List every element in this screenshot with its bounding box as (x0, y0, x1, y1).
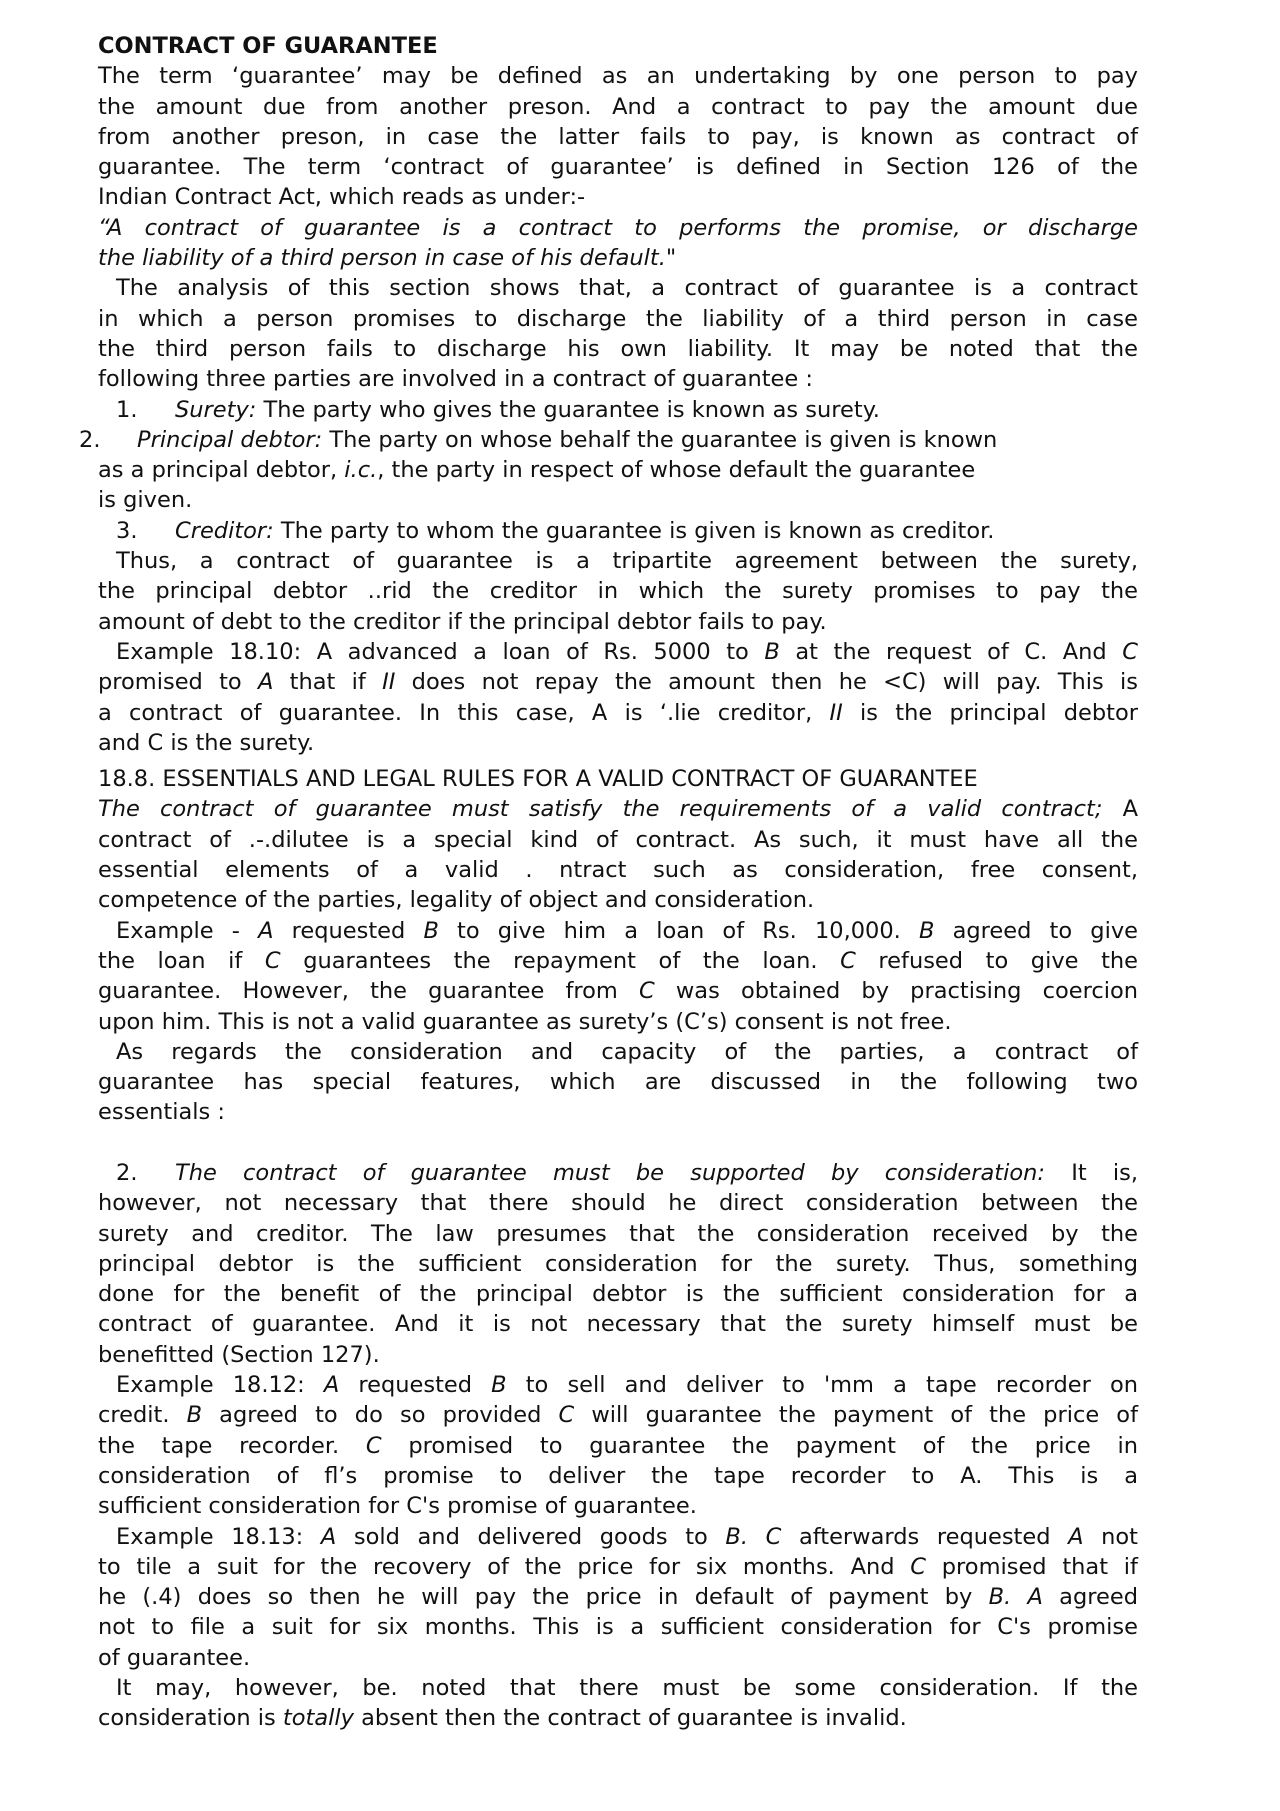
text: consideration is (98, 1705, 283, 1732)
italic-text: A (320, 1523, 337, 1550)
text: It may, however, be. noted that there must be some consideration. If the (116, 1675, 1138, 1702)
italic-text: A (1068, 1523, 1084, 1550)
text-line (98, 273, 1138, 303)
text-line (98, 1582, 1138, 1612)
text: 18.8. ESSENTIALS AND LEGAL RULES FOR A VALID CONTRACT OF GUARANTEE (98, 766, 978, 793)
italic-text: Surety: (175, 396, 257, 423)
text-line (98, 976, 1138, 1006)
blank-line (98, 1128, 1138, 1158)
text-line (98, 122, 1138, 152)
text: following three parties are involved in a contract of guarantee : (98, 366, 813, 393)
text-line (98, 1037, 1138, 1067)
text-line (98, 576, 1138, 606)
italic-text: The contract of guarantee must satisfy the requirements of a valid contract; (98, 796, 1103, 823)
list-item (98, 395, 1138, 425)
text-line (98, 1491, 1138, 1521)
text: to tile a suit for the recovery of the price for six months. And (98, 1553, 911, 1580)
italic-text: totally (282, 1705, 354, 1732)
list-item (98, 1158, 1138, 1370)
document-title: CONTRACT OF GUARANTEE (98, 33, 438, 59)
text-line (98, 92, 1138, 122)
italic-text: B (186, 1402, 203, 1429)
document-page (79, 31, 1139, 1734)
paragraph (98, 273, 1138, 394)
italic-text: C (558, 1402, 575, 1429)
text: " (665, 245, 677, 272)
text: that if (273, 669, 383, 696)
text: Example - (116, 917, 259, 944)
text: is the principal debtor (842, 699, 1138, 726)
italic-text: B (918, 917, 935, 944)
text-line (79, 425, 1138, 455)
text: refused to give the (855, 947, 1138, 974)
text: It is, (1044, 1159, 1138, 1186)
text-line (98, 243, 1138, 273)
text: essentials : (98, 1099, 225, 1126)
text: and C is the surety. (98, 729, 315, 756)
text: done for the benefit of the principal debtor is the sufficient consideration for a (98, 1281, 1138, 1308)
text: requested (339, 1372, 492, 1399)
text: benefitted (Section 127). (98, 1341, 380, 1368)
text: contract of guarantee. And it is not necessary that the surety himself must be (98, 1311, 1138, 1338)
text: The term ‘guarantee’ may be defined as an undertaking by one person to pay (98, 63, 1138, 90)
text-line (98, 794, 1138, 824)
text: guarantee has special features, which are discussed in the following two (98, 1069, 1138, 1096)
text-line (98, 728, 1138, 758)
italic-text: “A contract of guarantee is a contract to performs the promise, or discharge (98, 214, 1138, 241)
text: agreed (1042, 1584, 1138, 1611)
text-line (98, 213, 1138, 243)
text-line (98, 1219, 1138, 1249)
text-line (98, 455, 1138, 485)
italic-text: C (840, 947, 856, 974)
italic-text: The contract of guarantee must be supported by consideration: (175, 1159, 1045, 1186)
italic-text: B (491, 1372, 507, 1399)
text-line (98, 334, 1138, 364)
text: a contract of guarantee. In this case, A is ‘.lie creditor, (98, 699, 830, 726)
text: at the request of C. And (779, 638, 1123, 665)
list-number: 2. (79, 426, 101, 453)
text: Example 18.13: (116, 1523, 321, 1550)
text: will guarantee the payment of the price of (574, 1402, 1138, 1429)
text-line (98, 1158, 1138, 1188)
text: however, not necessary that there should he direct consideration between the (98, 1190, 1138, 1217)
text-line (98, 1340, 1138, 1370)
text: not (1083, 1523, 1138, 1550)
text-line (98, 1279, 1138, 1309)
text-line (98, 1612, 1138, 1642)
text-line (98, 182, 1138, 212)
text: of guarantee. (98, 1644, 251, 1671)
text-line (98, 1249, 1138, 1279)
text: the amount due from another preson. And a contract to pay the amount due (98, 93, 1138, 120)
text: guarantees the repayment of the loan. (280, 947, 841, 974)
italic-text: Creditor: (175, 517, 274, 544)
italic-text: B (764, 638, 780, 665)
text: credit. (98, 1402, 187, 1429)
text: absent then the contract of guarantee is invalid. (353, 1705, 907, 1732)
text: the third person fails to discharge his own liability. It may be noted that the (98, 335, 1138, 362)
paragraph (98, 1037, 1138, 1128)
text: sold and delivered goods to (336, 1523, 726, 1550)
text-line (98, 855, 1138, 885)
italic-text: C (910, 1553, 926, 1580)
text-line (98, 698, 1138, 728)
paragraph (98, 637, 1138, 758)
text: is given. (98, 487, 193, 514)
text-line (98, 1673, 1138, 1703)
text: amount of debt to the creditor if the principal debtor fails to pay. (98, 608, 827, 635)
text: afterwards requested (781, 1523, 1069, 1550)
text-line (98, 946, 1138, 976)
document-body (79, 61, 1139, 1733)
text-line (98, 1431, 1138, 1461)
text: as a principal debtor, (98, 457, 345, 484)
text: promised that if (926, 1553, 1138, 1580)
text-line (98, 764, 1138, 794)
text-line (98, 916, 1138, 946)
text-line (98, 1703, 1138, 1733)
text: Indian Contract Act, which reads as under:- (98, 184, 586, 211)
paragraph (98, 213, 1138, 274)
text-line (98, 1461, 1138, 1491)
text: Example 18.10: A advanced a loan of Rs. 5000 to (116, 638, 765, 665)
text: the tape recorder. (98, 1432, 366, 1459)
list-number: 1. (116, 396, 138, 423)
italic-text: A (323, 1372, 340, 1399)
text: Thus, a contract of guarantee is a tripartite agreement between the surety, (116, 548, 1138, 575)
text: not to file a suit for six months. This is a sufficient consideration for C's promise (98, 1614, 1138, 1641)
text-line (98, 1552, 1138, 1582)
text: As regards the consideration and capacity of the parties, a contract of (116, 1038, 1138, 1065)
paragraph (98, 546, 1138, 637)
text: agreed to do so provided (202, 1402, 559, 1429)
text: from another preson, in case the latter fails to pay, is known as contract of (98, 123, 1138, 150)
text: promised to guarantee the payment of the price in (381, 1432, 1138, 1459)
text: consideration of fl’s promise to deliver the tape recorder to A. This is a (98, 1462, 1138, 1489)
paragraph (98, 1522, 1138, 1673)
text: The party to whom the guarantee is given is known as creditor. (273, 517, 995, 544)
text-line (98, 364, 1138, 394)
text: The party on whose behalf the guarantee is given is known (322, 426, 998, 453)
text: to sell and deliver to 'mm a tape recorder on (506, 1372, 1138, 1399)
text-line (98, 1370, 1138, 1400)
italic-text: B. A (988, 1584, 1043, 1611)
text: contract of .-.dilutee is a special kind of contract. As such, it must have all the (98, 826, 1138, 853)
italic-text: C (365, 1432, 382, 1459)
text: requested (273, 917, 424, 944)
italic-text: B (423, 917, 439, 944)
text-line (98, 1309, 1138, 1339)
text: the principal debtor ..rid the creditor in which the surety promises to pay the (98, 578, 1138, 605)
italic-text: C (1122, 638, 1138, 665)
text: the loan if (98, 947, 265, 974)
list-number: 2. (116, 1159, 138, 1186)
italic-text: i.c. (344, 457, 378, 484)
text-line (98, 1067, 1138, 1097)
text-line (98, 1400, 1138, 1430)
text-line (98, 516, 1138, 546)
text-line (98, 152, 1138, 182)
text-line (98, 885, 1138, 915)
text-line (98, 546, 1138, 576)
italic-text: C (264, 947, 281, 974)
paragraph (98, 61, 1138, 212)
italic-text: C (639, 978, 655, 1005)
text: Example 18.12: (116, 1372, 324, 1399)
text-line (98, 395, 1138, 425)
section-heading (98, 764, 1138, 794)
paragraph (98, 916, 1138, 1037)
text-line (98, 1188, 1138, 1218)
text-line (98, 667, 1138, 697)
text-line (98, 61, 1138, 91)
text: guarantee. However, the guarantee from (98, 978, 640, 1005)
italic-text: Principal debtor: (137, 426, 323, 453)
italic-text: A (257, 669, 274, 696)
text: surety and creditor. The law presumes that the consideration received by the (98, 1220, 1138, 1247)
text: competence of the parties, legality of object and consideration. (98, 887, 815, 914)
paragraph (98, 1673, 1138, 1734)
italic-text: B. C (725, 1523, 782, 1550)
text: in which a person promises to discharge the liability of a third person in case (98, 305, 1138, 332)
text: agreed to give (934, 917, 1138, 944)
text: to give him a loan of Rs. 10,000. (438, 917, 919, 944)
italic-text: the liability of a third person in case of his default. (98, 245, 666, 272)
text: sufficient consideration for C's promise of guarantee. (98, 1493, 697, 1520)
list-item (79, 425, 1138, 516)
paragraph (98, 1370, 1138, 1521)
text: guarantee. The term ‘contract of guarantee’ is defined in Section 126 of the (98, 154, 1138, 181)
text-line (98, 825, 1138, 855)
text: upon him. This is not a valid guarantee as surety’s (C’s) consent is not free. (98, 1008, 952, 1035)
text: The party who gives the guarantee is known as surety. (256, 396, 880, 423)
list-number: 3. (116, 517, 138, 544)
text: he (.4) does so then he will pay the price in default of payment by (98, 1584, 989, 1611)
paragraph (98, 794, 1138, 915)
text-line (98, 1007, 1138, 1037)
text-line (98, 1522, 1138, 1552)
italic-text: A (258, 917, 274, 944)
text: promised to (98, 669, 258, 696)
text: The analysis of this section shows that, a contract of guarantee is a contract (116, 275, 1138, 302)
text: essential elements of a valid . ntract such as consideration, free consent, (98, 857, 1138, 884)
text: does not repay the amount then he <C) will pay. This is (395, 669, 1139, 696)
text: principal debtor is the sufficient consideration for the surety. Thus, something (98, 1250, 1138, 1277)
text: , the party in respect of whose default the guarantee (377, 457, 976, 484)
italic-text: II (382, 669, 396, 696)
list-item (98, 516, 1138, 546)
text-line (98, 304, 1138, 334)
italic-text: II (829, 699, 843, 726)
text-line (98, 637, 1138, 667)
text-line (98, 1097, 1138, 1127)
text-line (98, 485, 1138, 515)
text: was obtained by practising coercion (654, 978, 1139, 1005)
text-line (98, 607, 1138, 637)
text-line (98, 1643, 1138, 1673)
text: A (1102, 796, 1139, 823)
